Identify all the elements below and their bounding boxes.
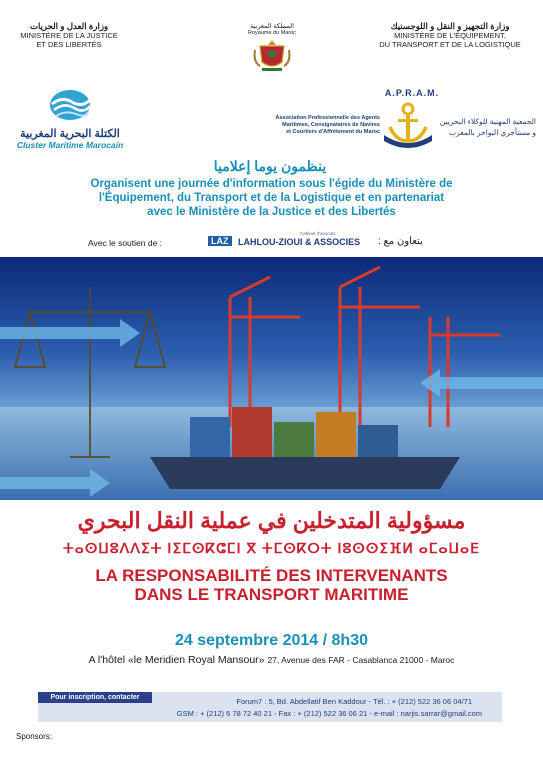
title-french <box>30 566 513 604</box>
title-fr-line-2: DANS LE TRANSPORT MARITIME <box>134 585 409 604</box>
aprame-fr-line-3: et Courtiers d'Affrètement du Maroc <box>286 129 380 135</box>
title-tifinagh: ⵜⴰⵙⵡⵓⴷⴷⵉⵜ ⵏⵉⵎⵙⴽⵛⵎⵏ ⴳ ⵜⵎⵙⴽⵔⵜ ⵏⵓⵙⵙⵉⴼⵍ ⴰⵎⴰⵡⴰⴹ <box>63 540 480 556</box>
title-arabic: مسؤولية المتدخلين في عملية النقل البحري <box>77 508 466 533</box>
intro-line-1: Organisent une journée d'information sous l'égide du Ministère de <box>90 178 453 190</box>
kingdom-ar: المملكة المغربية <box>250 23 294 30</box>
registration-label: Pour inscription, contacter <box>38 692 152 703</box>
venue-address: 27, Avenue des FAR - Casablanca 21000 - Maroc <box>267 655 455 665</box>
aprame-ar-line-1: الجمعية المهنية للوكلاء البحريين <box>439 117 536 126</box>
kingdom-fr: Royaume du Maroc <box>248 30 296 36</box>
cluster-name-ar: الكتلة البحرية المغربية <box>20 128 120 140</box>
registration-lines <box>70 696 500 720</box>
event-date-time: 24 septembre 2014 / 8h30 <box>174 632 368 649</box>
organize-ar: ينظمون يوما إعلاميا <box>213 158 327 174</box>
aprame-text-ar <box>428 116 536 138</box>
support-row <box>82 231 482 252</box>
support-label-ar: بتعاون مع : <box>378 236 423 247</box>
equipment-ministry-fr-2: DU TRANSPORT ET DE LA LOGISTIQUE <box>379 40 521 49</box>
aprame-fr-line-2: Maritimes, Consignataires de Navires <box>282 122 380 128</box>
aprame-text-fr <box>250 115 380 136</box>
intro-line-2: l'Équipement, du Transport et de la Logistique et en partenariat <box>98 192 445 204</box>
title-fr-line-1: LA RESPONSABILITÉ DES INTERVENANTS <box>95 566 448 585</box>
justice-ministry-block <box>14 22 124 49</box>
equipment-ministry-ar: وزارة التجهيز و النقل و اللوجستيك <box>390 21 510 31</box>
sponsors-label: Sponsors: <box>16 732 53 741</box>
equipment-ministry-fr-1: MINISTÈRE DE L'ÉQUIPEMENT, <box>394 31 506 40</box>
registration-line-1[interactable]: Forum7 : 5, Bd. Abdellatif Ben Kaddour - Tél. : + (212) 522 36 06 04/71 <box>236 697 472 706</box>
sponsor-small-label: Cabinet d'avocats <box>300 231 336 236</box>
coat-of-arms-icon <box>252 38 292 72</box>
kingdom-block <box>232 22 312 77</box>
equipment-ministry-block <box>370 22 530 49</box>
support-label-fr: Avec le soutien de : <box>88 238 163 248</box>
venue-prefix: A l'hôtel «le Meridien Royal Mansour» <box>88 654 265 666</box>
aprame-fr-line-1: Association Professionnelle des Agents <box>275 115 380 121</box>
laz-logo-icon: LAZ <box>208 236 232 246</box>
event-venue <box>20 654 523 666</box>
intro-text <box>40 177 503 219</box>
justice-ministry-fr-1: MINISTÈRE DE LA JUSTICE <box>20 31 118 40</box>
registration-line-2[interactable]: GSM : + (212) 6 78 72 40 21 - Fax : + (212) 522 36 06 21 - e-mail : narjis.sarrar@gmail.com <box>176 709 482 718</box>
hero-port-image <box>0 257 543 500</box>
sponsor-name: LAHLOU-ZIOUI & ASSOCIES <box>238 237 361 247</box>
intro-line-3: avec le Ministère de la Justice et des Libertés <box>147 206 396 218</box>
aprame-acronym: A.P.R.A.M. <box>384 88 440 98</box>
aprame-ar-line-2: و مستأجري البواخر بالمغرب <box>449 128 536 137</box>
justice-ministry-fr-2: ET DES LIBERTÉS <box>36 40 102 49</box>
cluster-maritime-logo <box>10 88 130 150</box>
cluster-name-fr: Cluster Maritime Marocain <box>16 140 124 150</box>
justice-ministry-ar: وزارة العدل و الحريات <box>29 21 109 31</box>
port-illustration <box>0 257 543 500</box>
wave-drop-icon <box>48 88 92 122</box>
